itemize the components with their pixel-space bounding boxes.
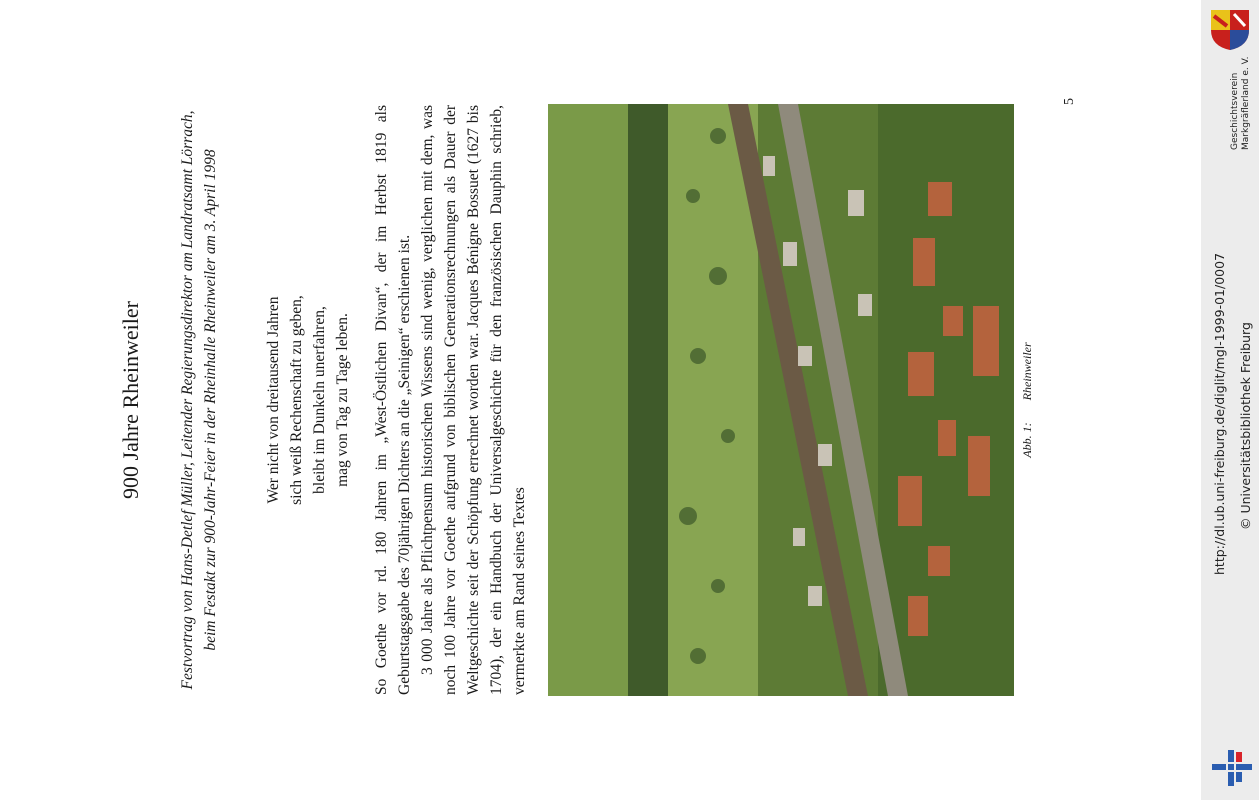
copyright-text: © Universitätsbibliothek Freiburg xyxy=(1238,322,1253,530)
poem-line: mag von Tag zu Tage leben. xyxy=(334,313,351,487)
paragraph: 3 000 Jahre als Pflichtpensum historischen Wissens sind wenig, verglichen mit dem, was noch 100 Jahre vor Goethe aufgrund von biblischen Generationsrechnungen als Dauer der Weltgeschichte seit der Schöpfung errechnet worden war. Jacques Bénigne Bossuet (1627 bis 1704), der ein Handbuch der Universalgeschichte für den französischen Dauphin schrieb, vermerkte am Rand seines Textes xyxy=(419,105,528,695)
library-logo-icon[interactable] xyxy=(1212,748,1252,788)
article-title: 900 Jahre Rheinweiler xyxy=(118,301,143,499)
body-text xyxy=(370,105,531,695)
figure-caption xyxy=(1020,0,1035,800)
caption-text: Rheinweiler xyxy=(1020,342,1034,401)
coat-of-arms-icon xyxy=(1209,8,1251,52)
aerial-photo-image xyxy=(548,104,1014,696)
poem xyxy=(262,200,354,600)
caption-label: Abb. 1: xyxy=(1020,422,1034,458)
poem-line: bleibt im Dunkeln unerfahren, xyxy=(311,306,328,494)
document-url[interactable]: http://dl.ub.uni-freiburg.de/diglit/mgl-1999-01/0007 xyxy=(1212,252,1227,575)
aerial-photo xyxy=(548,104,1014,696)
poem-line: Wer nicht von dreitausend Jahren xyxy=(265,296,282,504)
article-subtitle: Festvortrag von Hans-Detlef Müller, Leitender Regierungsdirektor am Landratsamt Lörrach, beim Festakt zur 900-Jahr-Feier in der Rheinhalle Rheinweiler am 3. April 1998 xyxy=(179,110,219,690)
paragraph: So Goethe vor rd. 180 Jahren im „West-Östlichen Divan“, der im Herbst 1819 als Geburtstagsgabe des 70jährigen Dichters an die „Seinigen“ erschienen ist. xyxy=(373,105,413,695)
association-name-line1: Geschichtsverein xyxy=(1230,72,1240,150)
poem-line: sich weiß Rechenschaft zu geben, xyxy=(288,295,305,505)
page-number: 5 xyxy=(1062,98,1077,105)
association-name-line2: Markgräflerland e. V. xyxy=(1241,56,1251,150)
